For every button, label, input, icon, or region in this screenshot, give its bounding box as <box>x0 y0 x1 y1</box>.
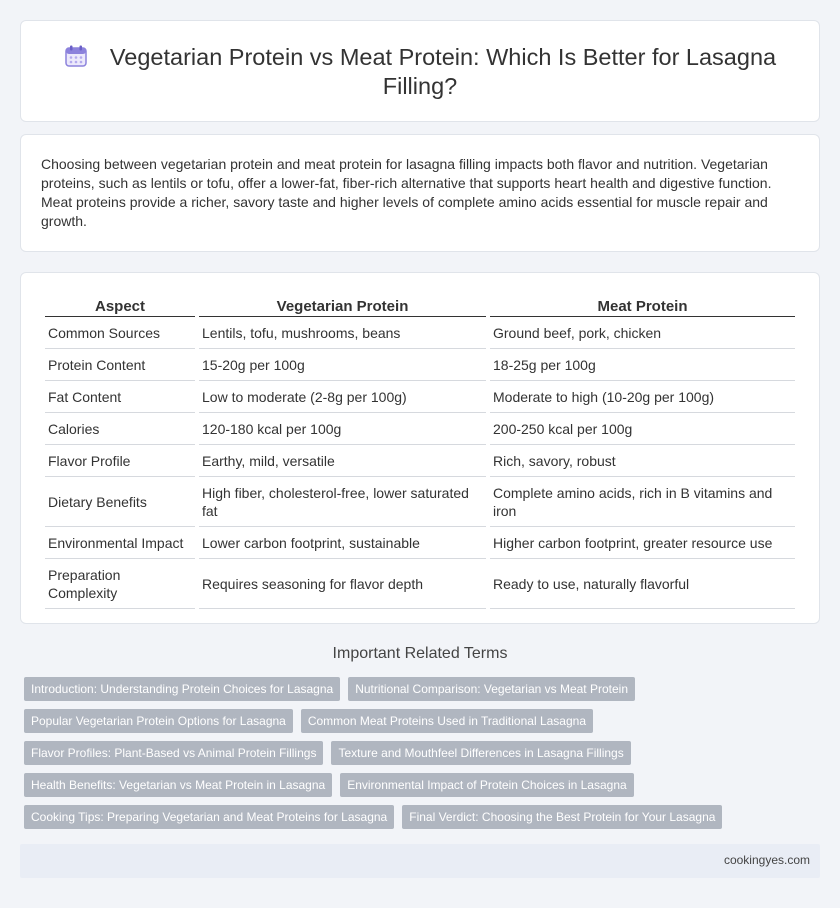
table-row <box>45 529 795 559</box>
related-term-tag[interactable]: Introduction: Understanding Protein Choices for Lasagna <box>24 677 340 701</box>
table-cell-meat: Rich, savory, robust <box>490 447 795 477</box>
related-term-tag[interactable]: Cooking Tips: Preparing Vegetarian and Meat Proteins for Lasagna <box>24 805 394 829</box>
table-cell-meat: Ground beef, pork, chicken <box>490 319 795 349</box>
related-term-tag[interactable]: Health Benefits: Vegetarian vs Meat Protein in Lasagna <box>24 773 332 797</box>
table-cell-vegetarian: Low to moderate (2-8g per 100g) <box>199 383 486 413</box>
table-cell-aspect: Protein Content <box>45 351 195 381</box>
related-term-tag[interactable]: Nutritional Comparison: Vegetarian vs Meat Protein <box>348 677 635 701</box>
table-row <box>45 479 795 527</box>
table-cell-vegetarian: Lower carbon footprint, sustainable <box>199 529 486 559</box>
page-title <box>51 43 789 101</box>
table-cell-meat: Moderate to high (10-20g per 100g) <box>490 383 795 413</box>
calendar-icon <box>64 44 88 68</box>
header-card <box>20 20 820 122</box>
table-cell-aspect: Calories <box>45 415 195 445</box>
table-cell-aspect: Environmental Impact <box>45 529 195 559</box>
footer <box>20 844 820 878</box>
table-cell-vegetarian: 120-180 kcal per 100g <box>199 415 486 445</box>
table-cell-meat: Ready to use, naturally flavorful <box>490 561 795 609</box>
table-cell-aspect: Common Sources <box>45 319 195 349</box>
table-cell-meat: Complete amino acids, rich in B vitamins and iron <box>490 479 795 527</box>
comparison-table <box>41 295 799 611</box>
table-row <box>45 561 795 609</box>
table-row <box>45 415 795 445</box>
table-row <box>45 383 795 413</box>
table-cell-meat: 18-25g per 100g <box>490 351 795 381</box>
table-cell-aspect: Dietary Benefits <box>45 479 195 527</box>
related-term-tag[interactable]: Final Verdict: Choosing the Best Protein for Your Lasagna <box>402 805 722 829</box>
header-meat: Meat Protein <box>490 297 795 317</box>
table-cell-aspect: Preparation Complexity <box>45 561 195 609</box>
table-cell-aspect: Fat Content <box>45 383 195 413</box>
related-term-tag[interactable]: Environmental Impact of Protein Choices in Lasagna <box>340 773 634 797</box>
table-cell-vegetarian: Earthy, mild, versatile <box>199 447 486 477</box>
footer-site-link[interactable]: cookingyes.com <box>723 853 810 867</box>
table-row <box>45 447 795 477</box>
table-cell-meat: 200-250 kcal per 100g <box>490 415 795 445</box>
intro-card <box>20 134 820 252</box>
page-title-text: Vegetarian Protein vs Meat Protein: Which Is Better for Lasagna Filling? <box>109 44 777 99</box>
table-cell-aspect: Flavor Profile <box>45 447 195 477</box>
table-cell-vegetarian: Requires seasoning for flavor depth <box>199 561 486 609</box>
intro-paragraph: Choosing between vegetarian protein and meat protein for lasagna filling impacts both flavor and nutrition. Vegetarian proteins, such as lentils or tofu, offer a lower-fat, fiber-rich alternative that supports heart health and digestive function. Meat proteins provide a richer, savory taste and higher levels of complete amino acids essential for muscle repair and growth. <box>41 156 772 229</box>
table-cell-meat: Higher carbon footprint, greater resource use <box>490 529 795 559</box>
header-vegetarian: Vegetarian Protein <box>199 297 486 317</box>
comparison-table-card <box>20 272 820 624</box>
table-header-row <box>45 297 795 317</box>
related-terms-title: Important Related Terms <box>332 645 508 662</box>
header-aspect: Aspect <box>45 297 195 317</box>
table-row <box>45 351 795 381</box>
related-term-tag[interactable]: Common Meat Proteins Used in Traditional Lasagna <box>301 709 593 733</box>
related-term-tag[interactable]: Flavor Profiles: Plant-Based vs Animal Protein Fillings <box>24 741 323 765</box>
table-row <box>45 319 795 349</box>
table-cell-vegetarian: 15-20g per 100g <box>199 351 486 381</box>
related-term-tag[interactable]: Texture and Mouthfeel Differences in Lasagna Fillings <box>331 741 630 765</box>
table-cell-vegetarian: Lentils, tofu, mushrooms, beans <box>199 319 486 349</box>
related-term-tag[interactable]: Popular Vegetarian Protein Options for Lasagna <box>24 709 293 733</box>
table-cell-vegetarian: High fiber, cholesterol-free, lower saturated fat <box>199 479 486 527</box>
related-terms-list <box>24 677 784 829</box>
